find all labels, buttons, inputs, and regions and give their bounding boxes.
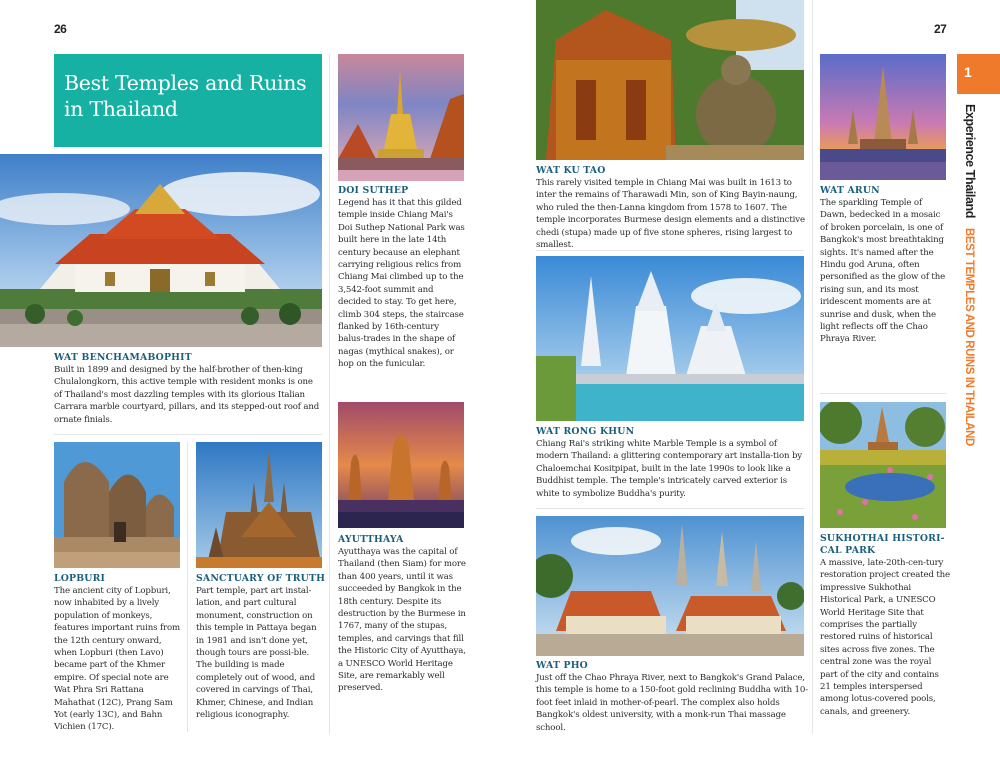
entry-text: This rarely visited temple in Chiang Mai was built in 1613 to inter the remains of Tharawadi Min, son of King Bayin-naung, who ruled the then-Lanna kingdom from 1578 to 1607. The temple incorporates Burmese design elements and a distinctive chedi (stupa) made up of five stone spheres, rising largest to smallest. bbox=[536, 178, 805, 251]
wat-pho-photo bbox=[536, 516, 804, 656]
entry-title: WAT BENCHAMABOPHIT bbox=[54, 352, 192, 363]
entry-text: Just off the Chao Phraya River, next to Bangkok's Grand Palace, this temple is home to a 150-foot gold reclining Buddha with 10-foot feet inlaid in mother-of-pearl. The complex also holds Bangkok's oldest university, with a monk-run Thai massage school. bbox=[536, 673, 808, 733]
wooden-sanctuary-photo bbox=[196, 442, 322, 568]
section-label: BEST TEMPLES AND RUINS IN THAILAND bbox=[963, 227, 975, 446]
column-divider bbox=[812, 0, 813, 734]
chapter-label: Experience Thailand bbox=[963, 104, 977, 218]
entry-text: Part temple, part art instal-lation, and part cultural monument, construction on this temple in Pattaya began in 1981 and isn't done yet, though tours are possi-ble. The building is made completely out of wood, and covered in carvings of Thai, Khmer, Chinese, and Indian religious iconography. bbox=[196, 586, 317, 721]
entry-text: Ayutthaya was the capital of Thailand (then Siam) for more than 400 years, until it was succeeded by Bangkok in the 18th century. Despite its destruction by the Burmese in 1767, many of the stupas, temples, and carvings that fill the Historic City of Ayutthaya, a UNESCO World Heritage Site, are remarkably well preserved. bbox=[338, 547, 466, 694]
entry-text: A massive, late-20th-cen-tury restoration project created the impressive Sukhothai Historical Park, a UNESCO World Heritage Site that comprises the partially restored ruins of historical sites across five zones. The central zone was the royal part of the city and contains 21 temples interspersed among lotus-covered pools, canals, and greenery. bbox=[820, 558, 950, 717]
sukhothai-lotus-pond-photo bbox=[820, 402, 946, 528]
entry-text: Legend has it that this gilded temple inside Chiang Mai's Doi Suthep National Park was built here in the late 14th century because an elephant carrying religious relics from Chiang Mai climbed up to the 3,542-foot summit and decided to stay. To get here, climb 304 steps, the staircase flanked by 16th-century balus-trades in the shape of nagas (mythical snakes), or hop on the funicular. bbox=[338, 198, 465, 370]
buddha-statue-photo bbox=[536, 0, 804, 160]
entry-title: WAT PHO bbox=[536, 660, 588, 671]
chapter-number-tab: 1 bbox=[957, 54, 1000, 94]
page-title: Best Temples and Ruins in Thailand bbox=[64, 71, 307, 121]
white-marble-temple-photo bbox=[0, 154, 322, 347]
entry-text: The sparkling Temple of Dawn, bedecked in a mosaic of broken porcelain, is one of Bangkok's most breathtaking sights. It's named after the Hindu god Aruna, often personified as the glow of the rising sun, and its most iridescent moments are at sunrise and dusk, when the light reflects off the Chao Phraya River. bbox=[820, 198, 946, 345]
entry-title: SANCTUARY OF TRUTH bbox=[196, 573, 326, 584]
row-divider bbox=[536, 508, 804, 509]
page-number-right: 27 bbox=[934, 22, 947, 36]
white-temple-photo bbox=[536, 256, 804, 421]
title-box bbox=[54, 54, 322, 147]
entry-title: WAT KU TAO bbox=[536, 165, 606, 176]
entry-text: Chiang Rai's striking white Marble Temple is a symbol of modern Thailand: a glittering contemporary art installa-tion by Chaloemchai Kositpipat, built in the late 1990s to look like a Buddhist temple. The temple's intricately carved exterior is white to symbolize Buddha's purity. bbox=[536, 439, 802, 499]
entry-text: Built in 1899 and designed by the half-brother of then-king Chulalongkorn, this active temple with resident monks is one of Thailand's most dazzling temples with its glorious Italian Carrara marble courtyard, pillars, and its stepped-out roof and ornate finials. bbox=[54, 365, 320, 425]
row-divider bbox=[820, 393, 946, 394]
entry-title: WAT RONG KHUN bbox=[536, 426, 635, 437]
wat-arun-sunset-photo bbox=[820, 54, 946, 180]
column-divider bbox=[329, 54, 330, 734]
entry-text: The ancient city of Lopburi, now inhabited by a lively population of monkeys, features important ruins from the 12th century onward, when Lopburi (then Lavo) became part of the Khmer empire. Of special note are Wat Phra Sri Rattana Mahathat (12C), Prang Sam Yot (early 13C), and Bahn Vichien (17C). bbox=[54, 586, 181, 733]
entry-title: AYUTTHAYA bbox=[338, 534, 404, 545]
khmer-ruins-photo bbox=[54, 442, 180, 568]
row-divider bbox=[54, 434, 322, 435]
ayutthaya-prang-photo bbox=[338, 402, 464, 528]
entry-title: SUKHOTHAI HISTORI-CAL PARK bbox=[820, 533, 945, 556]
entry-title: WAT ARUN bbox=[820, 185, 880, 196]
running-header bbox=[957, 104, 981, 446]
column-divider bbox=[187, 442, 188, 732]
page-number-left: 26 bbox=[54, 22, 67, 36]
entry-title: LOPBURI bbox=[54, 573, 106, 584]
entry-title: DOI SUTHEP bbox=[338, 185, 409, 196]
golden-chedi-photo bbox=[338, 54, 464, 181]
